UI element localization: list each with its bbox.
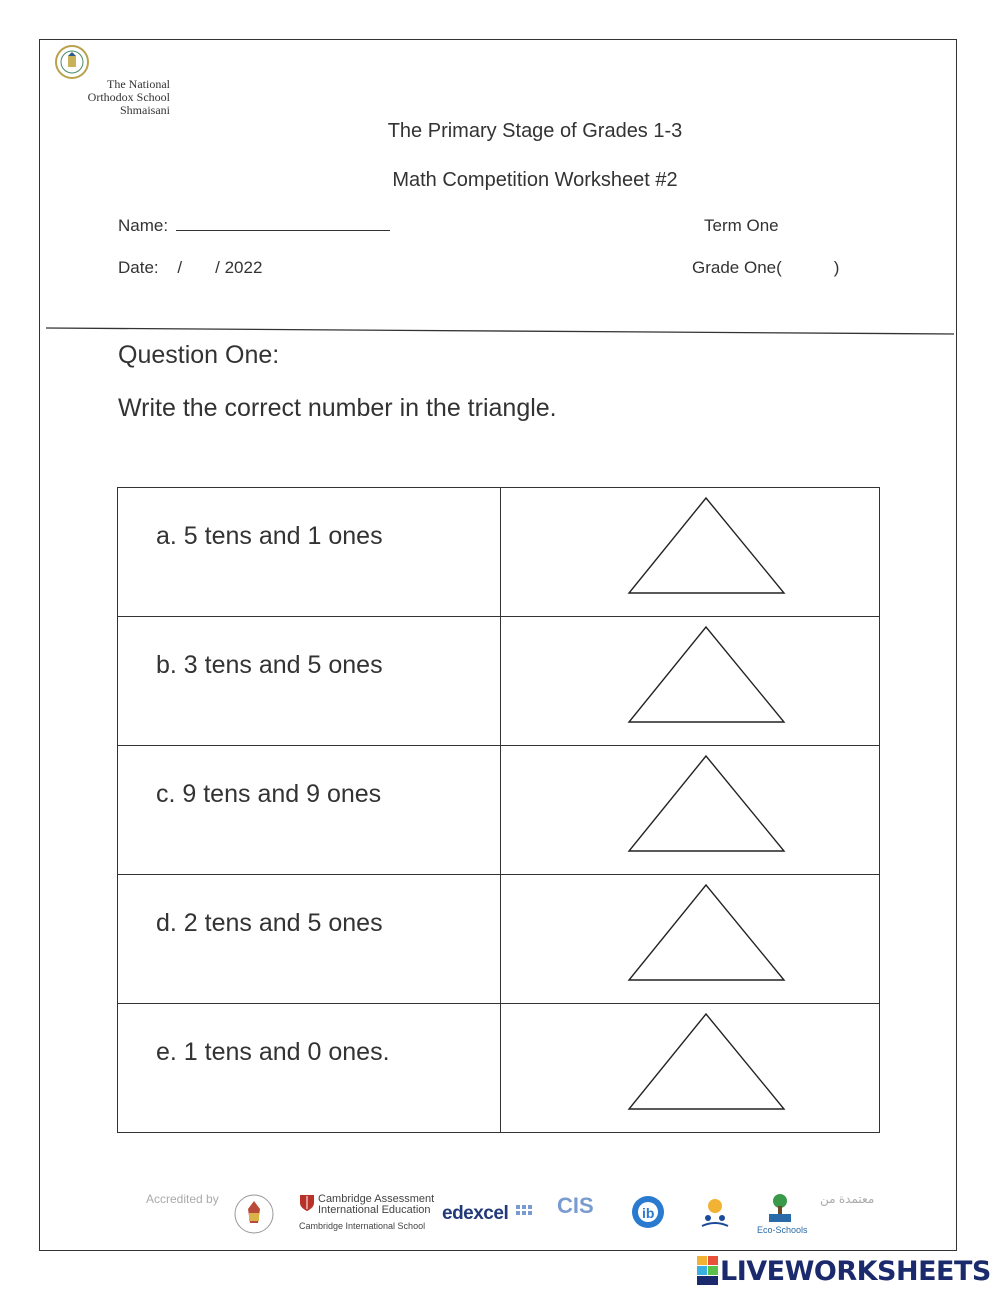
jordan-ministry-emblem-icon	[232, 1193, 276, 1235]
liveworksheets-logo-icon	[697, 1256, 719, 1286]
answer-triangle[interactable]	[627, 625, 787, 725]
question-instruction: Write the correct number in the triangle.	[118, 394, 557, 422]
item-label-cell	[118, 875, 501, 1004]
school-crest-icon	[54, 44, 90, 80]
item-label: c. 9 tens and 9 ones	[156, 780, 382, 808]
cambridge-name	[318, 1194, 434, 1216]
ib-logo-icon	[630, 1194, 666, 1230]
item-label-cell	[118, 1004, 501, 1133]
question-table	[117, 487, 880, 1133]
item-label: a. 5 tens and 1 ones	[156, 522, 383, 550]
answer-cell	[501, 617, 880, 746]
header-divider	[46, 325, 956, 337]
question-title: Question One:	[118, 341, 280, 369]
item-label: e. 1 tens and 0 ones.	[156, 1038, 390, 1066]
worksheet-title: The Primary Stage of Grades 1-3	[387, 120, 683, 142]
name-blank[interactable]	[176, 216, 390, 231]
accredited-by-label: Accredited by	[146, 1192, 219, 1206]
edexcel-logo: edexcel	[442, 1203, 509, 1224]
term-label: Term One	[704, 216, 779, 235]
cambridge-name-line1: Cambridge Assessment	[318, 1193, 435, 1205]
item-label: b. 3 tens and 5 ones	[156, 651, 383, 679]
cambridge-school: Cambridge International School	[299, 1221, 426, 1231]
answer-cell	[501, 488, 880, 617]
table-row	[118, 617, 880, 746]
school-name: The National Orthodox School Shmaisani	[87, 77, 170, 117]
name-row	[118, 216, 390, 236]
cambridge-name-line2: International Education	[318, 1204, 431, 1216]
answer-triangle[interactable]	[627, 883, 787, 983]
date-row	[118, 258, 262, 278]
grade-label: Grade One( )	[692, 258, 840, 277]
answer-cell	[501, 1004, 880, 1133]
date-value: / / 2022	[177, 258, 263, 277]
answer-triangle[interactable]	[627, 754, 787, 854]
date-label: Date:	[118, 258, 159, 277]
table-row	[118, 875, 880, 1004]
answer-triangle[interactable]	[627, 496, 787, 596]
tadamun-logo-icon	[692, 1192, 738, 1234]
table-row	[118, 1004, 880, 1133]
table-row	[118, 488, 880, 617]
cis-logo: CIS	[557, 1193, 594, 1218]
item-label-cell	[118, 617, 501, 746]
eco-schools-label: Eco-Schools	[757, 1225, 808, 1235]
answer-cell	[501, 746, 880, 875]
svg-text:ib: ib	[642, 1205, 655, 1221]
edexcel-dots-icon	[516, 1205, 532, 1219]
arabic-accredited-label: معتمدة من	[820, 1192, 875, 1206]
eco-schools-icon	[763, 1192, 797, 1224]
item-label: d. 2 tens and 5 ones	[156, 909, 383, 937]
item-label-cell	[118, 488, 501, 617]
liveworksheets-brand[interactable]: LIVEWORKSHEETS	[720, 1256, 991, 1287]
item-label-cell	[118, 746, 501, 875]
answer-triangle[interactable]	[627, 1012, 787, 1112]
table-row	[118, 746, 880, 875]
name-label: Name:	[118, 216, 169, 235]
cambridge-shield-icon	[299, 1194, 315, 1212]
answer-cell	[501, 875, 880, 1004]
worksheet-subtitle: Math Competition Worksheet #2	[392, 169, 678, 191]
